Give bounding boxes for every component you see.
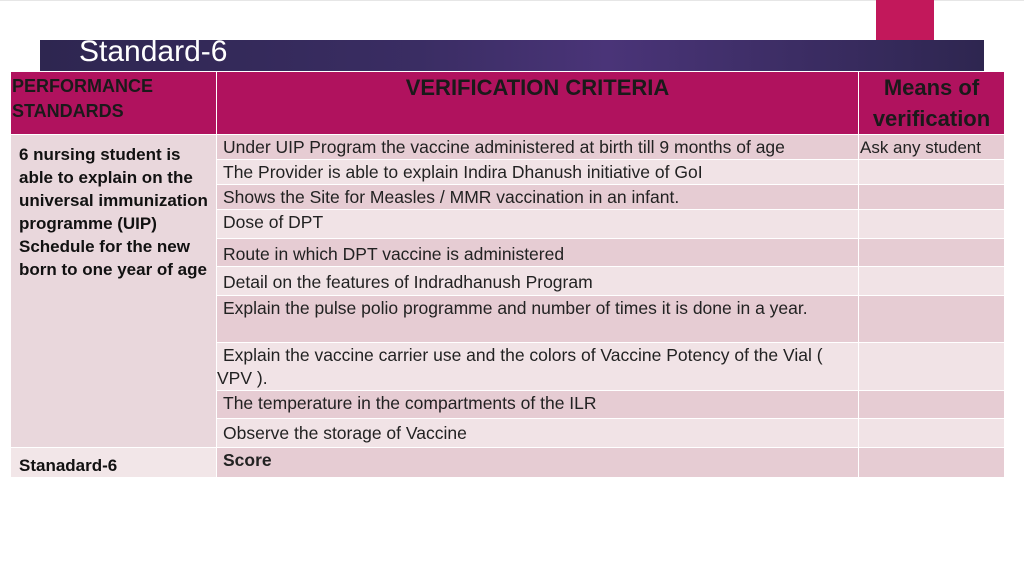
means-cell: [859, 267, 1005, 296]
criteria-cell: Explain the vaccine carrier use and the colors of Vaccine Potency of the Vial ( VPV ).: [217, 343, 859, 391]
criteria-cell: The Provider is able to explain Indira Dhanush initiative of GoI: [217, 160, 859, 185]
performance-standard-cell: 6 nursing student is able to explain on the universal immunization programme (UIP) Schedule for the new born to one year of age: [11, 135, 217, 448]
means-cell: [859, 391, 1005, 419]
criteria-cell: Under UIP Program the vaccine administered at birth till 9 months of age: [217, 135, 859, 160]
means-cell: [859, 210, 1005, 239]
criteria-cell: Detail on the features of Indradhanush Program: [217, 267, 859, 296]
means-cell: [859, 239, 1005, 267]
means-cell: [859, 343, 1005, 391]
criteria-cell: Route in which DPT vaccine is administered: [217, 239, 859, 267]
means-cell: [859, 296, 1005, 343]
criteria-cell: The temperature in the compartments of the ILR: [217, 391, 859, 419]
header-performance-standards: PERFORMANCE STANDARDS: [11, 72, 217, 135]
slide-title: Standard-6: [79, 35, 228, 68]
means-cell: [859, 160, 1005, 185]
means-cell: [859, 419, 1005, 448]
criteria-cell: Dose of DPT: [217, 210, 859, 239]
criteria-cell: Observe the storage of Vaccine: [217, 419, 859, 448]
header-verification-criteria: VERIFICATION CRITERIA: [217, 72, 859, 135]
means-cell: Ask any student: [859, 135, 1005, 160]
verification-table: [10, 71, 1005, 478]
top-divider: [0, 0, 1024, 1]
header-row: [11, 72, 1005, 135]
table-row: [11, 135, 1005, 160]
means-cell: [859, 185, 1005, 210]
criteria-cell: Shows the Site for Measles / MMR vaccination in an infant.: [217, 185, 859, 210]
criteria-cell: Explain the pulse polio programme and number of times it is done in a year.: [217, 296, 859, 343]
header-means-of-verification: Means of verification: [859, 72, 1005, 135]
score-label: Score: [217, 448, 859, 478]
footer-row: [11, 448, 1005, 478]
score-value-cell: [859, 448, 1005, 478]
footer-standard-label: Stanadard-6: [11, 448, 217, 478]
